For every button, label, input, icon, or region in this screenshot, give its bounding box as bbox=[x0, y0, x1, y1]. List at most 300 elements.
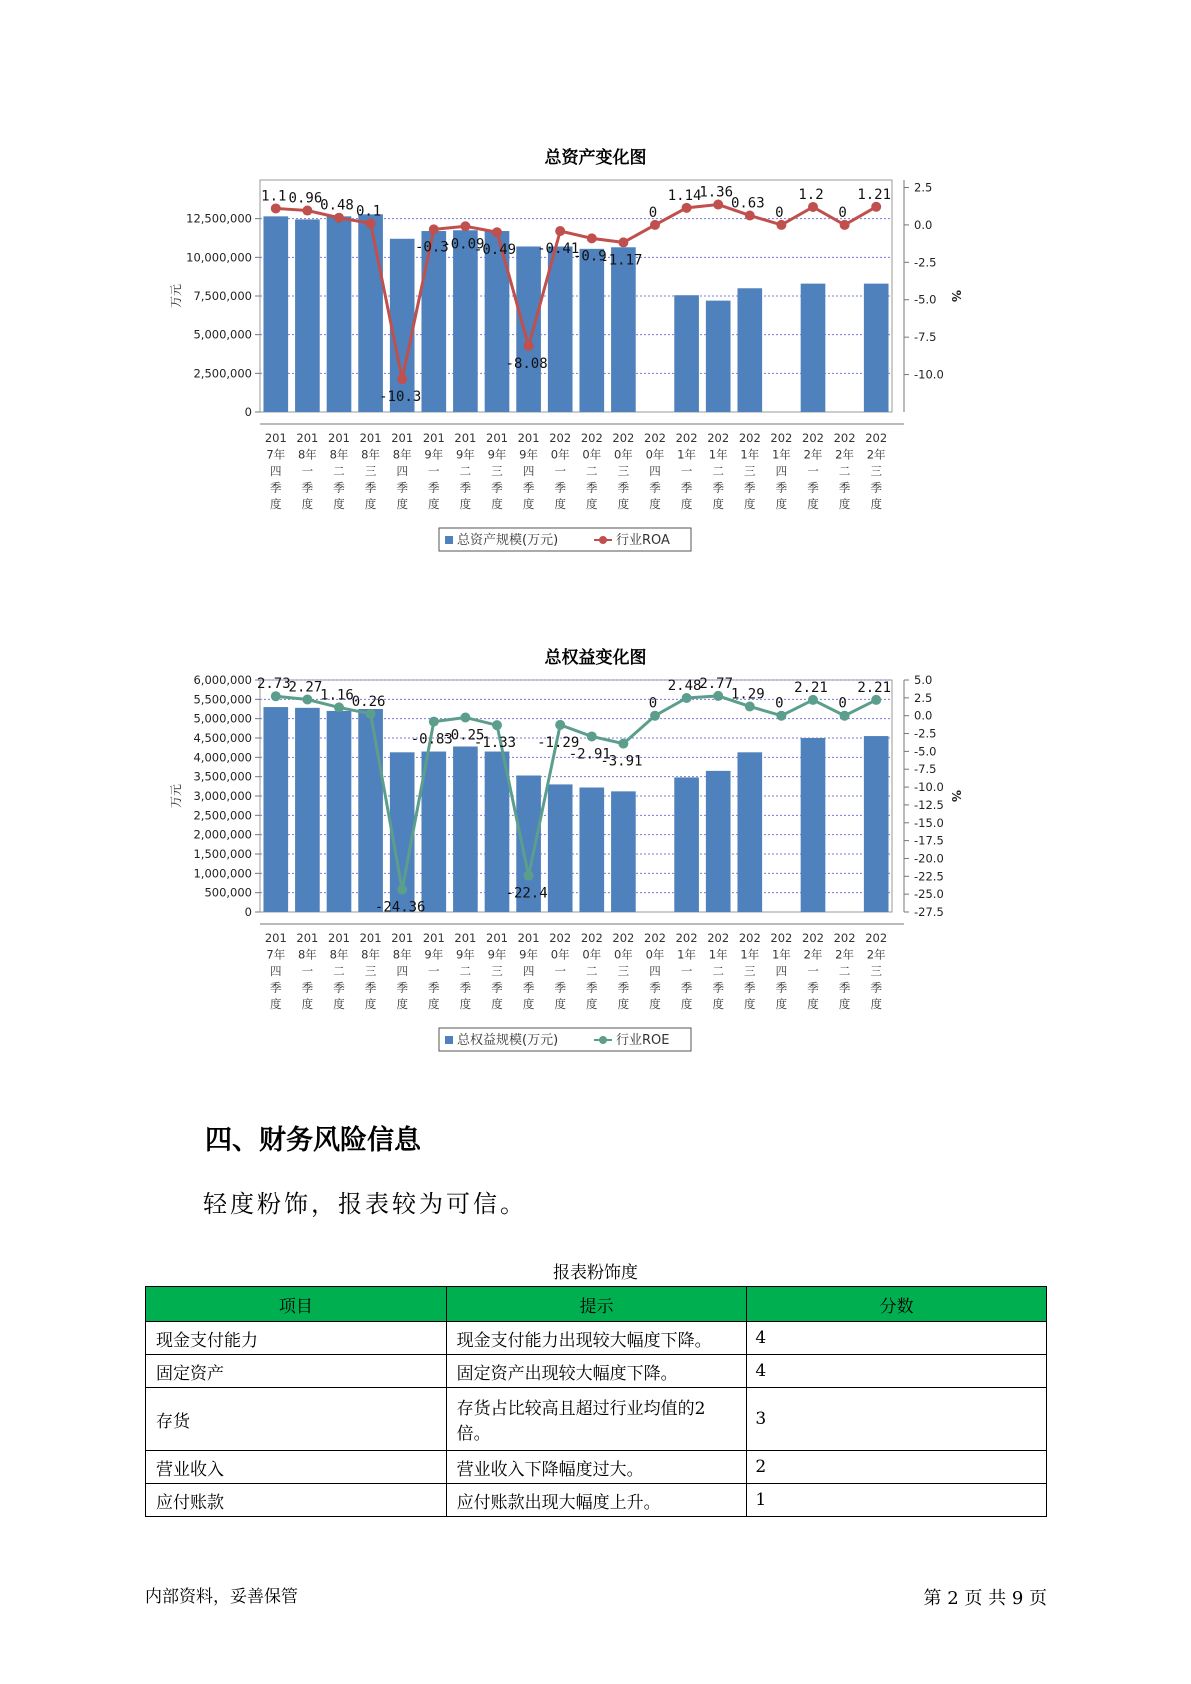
cell-score: 1 bbox=[747, 1484, 1047, 1517]
footer-page-number: 第 2 页 共 9 页 bbox=[923, 1588, 1047, 1609]
x-tick-label-part: 季 bbox=[301, 480, 314, 495]
legend-bar-swatch bbox=[445, 1036, 453, 1044]
x-tick-label-part: 202 bbox=[612, 931, 635, 945]
cell-hint: 营业收入下降幅度过大。 bbox=[446, 1451, 747, 1484]
x-tick-label-part: 8年 bbox=[361, 947, 381, 962]
x-tick-label-part: 度 bbox=[586, 497, 598, 511]
footer-confidential: 内部资料，妥善保管 bbox=[145, 1587, 298, 1607]
x-tick-label-part: 季 bbox=[491, 480, 503, 495]
line-point bbox=[682, 203, 692, 213]
cell-item: 固定资产 bbox=[146, 1355, 447, 1388]
x-tick-label-part: 度 bbox=[775, 497, 788, 511]
x-tick-label-part: 8年 bbox=[297, 947, 317, 962]
data-label: 0.26 bbox=[351, 693, 386, 710]
cell-score: 2 bbox=[747, 1451, 1047, 1484]
y-tick-label: 0 bbox=[244, 905, 252, 919]
y-tick-label: 1,000,000 bbox=[193, 866, 252, 881]
x-tick-label-part: 202 bbox=[802, 931, 824, 945]
x-tick-label-part: 一 bbox=[554, 464, 566, 478]
bar bbox=[737, 288, 762, 412]
x-tick-label-part: 三 bbox=[617, 964, 630, 978]
x-tick-label bbox=[486, 931, 508, 1011]
x-tick-label-part: 度 bbox=[428, 497, 440, 511]
x-tick-label-part: 二 bbox=[838, 464, 851, 478]
bar bbox=[421, 231, 446, 412]
data-label: -0.25 bbox=[442, 727, 485, 744]
x-tick-label-part: 一 bbox=[301, 464, 314, 478]
x-tick-label bbox=[486, 431, 508, 511]
header-item: 项目 bbox=[146, 1287, 447, 1322]
x-tick-label-part: 季 bbox=[522, 480, 535, 495]
y2-tick-label: 2.5 bbox=[914, 690, 933, 705]
data-label: -10.3 bbox=[379, 389, 422, 406]
x-tick-label-part: 度 bbox=[301, 997, 314, 1011]
x-tick-label bbox=[707, 431, 729, 511]
data-label: 1.29 bbox=[730, 686, 765, 703]
header-hint: 提示 bbox=[446, 1287, 747, 1322]
x-tick-label-part: 度 bbox=[744, 497, 756, 511]
bar bbox=[801, 738, 826, 912]
x-tick-label-part: 二 bbox=[459, 964, 472, 978]
bar bbox=[801, 284, 826, 412]
table-caption: 报表粉饰度 bbox=[553, 1263, 638, 1283]
x-tick-label-part: 202 bbox=[865, 931, 888, 945]
x-tick-label-part: 季 bbox=[807, 480, 819, 495]
x-tick-label-part: 1年 bbox=[708, 447, 728, 462]
x-tick-label-part: 202 bbox=[833, 431, 856, 445]
bar bbox=[706, 771, 731, 912]
data-label: 0 bbox=[648, 204, 658, 221]
data-label: 0.96 bbox=[288, 190, 323, 207]
x-tick-label bbox=[676, 931, 698, 1011]
x-tick-label-part: 0年 bbox=[645, 447, 665, 462]
data-label: 0 bbox=[775, 204, 784, 221]
x-tick-label-part: 二 bbox=[712, 464, 724, 478]
data-label: -3.91 bbox=[600, 753, 643, 770]
y-axis-title: 万元 bbox=[169, 283, 183, 309]
y-tick-label: 7,500,000 bbox=[193, 289, 252, 303]
x-tick-label-part: 四 bbox=[649, 464, 661, 478]
legend-bar-swatch bbox=[445, 536, 453, 544]
data-label: 2.73 bbox=[256, 676, 291, 693]
y2-axis-title: % bbox=[949, 289, 963, 303]
x-tick-label bbox=[644, 431, 666, 511]
line-point bbox=[808, 695, 818, 705]
x-tick-label-part: 度 bbox=[428, 997, 440, 1011]
x-tick-label bbox=[739, 931, 761, 1011]
x-tick-label-part: 202 bbox=[738, 931, 761, 945]
y2-tick-label: -20.0 bbox=[914, 851, 944, 866]
x-tick-label-part: 8年 bbox=[297, 447, 317, 462]
line-point bbox=[397, 885, 407, 895]
x-tick-label bbox=[612, 431, 634, 511]
x-tick-label-part: 季 bbox=[364, 480, 377, 495]
table-header-row bbox=[146, 1287, 1047, 1322]
x-tick-label-part: 度 bbox=[807, 497, 819, 511]
x-tick-label-part: 季 bbox=[775, 980, 788, 995]
line-point bbox=[713, 200, 723, 210]
x-tick-label-part: 201 bbox=[486, 431, 508, 445]
line-point bbox=[650, 711, 660, 721]
data-label: -0.41 bbox=[537, 241, 580, 258]
x-tick-label-part: 度 bbox=[333, 997, 345, 1011]
x-tick-label bbox=[707, 931, 729, 1011]
x-tick-label bbox=[518, 931, 540, 1011]
x-tick-label-part: 度 bbox=[270, 997, 282, 1011]
x-tick-label-part: 202 bbox=[549, 931, 572, 945]
bar bbox=[263, 216, 288, 412]
line-point bbox=[271, 203, 281, 213]
header-score: 分数 bbox=[747, 1287, 1047, 1322]
data-label: -1.17 bbox=[600, 252, 643, 269]
x-tick-label-part: 度 bbox=[617, 497, 630, 511]
y-tick-label: 2,500,000 bbox=[193, 808, 252, 823]
data-label: 0.63 bbox=[730, 195, 765, 212]
line-point bbox=[871, 695, 881, 705]
section-text: 轻度粉饰，报表较为可信。 bbox=[203, 1190, 527, 1218]
line-point bbox=[840, 711, 850, 721]
y-tick-label: 0 bbox=[244, 405, 252, 419]
data-label: 2.27 bbox=[288, 679, 323, 696]
x-tick-label-part: 201 bbox=[422, 431, 445, 445]
x-tick-label bbox=[454, 431, 476, 511]
x-tick-label-part: 1年 bbox=[771, 947, 791, 962]
x-tick-label-part: 1年 bbox=[740, 447, 760, 462]
y-tick-label: 6,000,000 bbox=[193, 673, 252, 687]
y2-tick-label: -10.0 bbox=[914, 367, 944, 382]
x-tick-label bbox=[296, 431, 318, 511]
x-tick-label-part: 201 bbox=[264, 431, 287, 445]
table-row bbox=[146, 1355, 1047, 1388]
x-tick-label bbox=[391, 931, 413, 1011]
x-tick-label bbox=[454, 931, 476, 1011]
section-title: 四、财务风险信息 bbox=[205, 1125, 421, 1156]
x-tick-label-part: 一 bbox=[680, 464, 693, 478]
y-tick-label: 5,000,000 bbox=[193, 327, 252, 342]
x-tick-label-part: 0年 bbox=[550, 947, 570, 962]
line-point bbox=[555, 226, 565, 236]
line-point bbox=[334, 213, 344, 223]
line-point bbox=[745, 210, 755, 220]
line-point bbox=[587, 731, 597, 741]
x-tick-label-part: 201 bbox=[454, 431, 477, 445]
cell-item: 营业收入 bbox=[146, 1451, 447, 1484]
bar bbox=[737, 752, 762, 912]
y-tick-label: 12,500,000 bbox=[186, 211, 252, 226]
x-tick-label-part: 202 bbox=[738, 431, 761, 445]
x-tick-label-part: 度 bbox=[459, 497, 472, 511]
y2-tick-label: -7.5 bbox=[914, 330, 937, 345]
x-tick-label-part: 度 bbox=[522, 497, 535, 511]
x-tick-label-part: 度 bbox=[649, 497, 661, 511]
bar bbox=[579, 787, 604, 912]
x-tick-label-part: 0年 bbox=[582, 447, 602, 462]
x-tick-label-part: 8年 bbox=[329, 947, 349, 962]
x-tick-label-part: 202 bbox=[675, 431, 698, 445]
x-tick-label-part: 0年 bbox=[645, 947, 665, 962]
x-tick-label-part: 9年 bbox=[424, 947, 444, 962]
x-tick-label-part: 1年 bbox=[677, 947, 697, 962]
line-point bbox=[366, 218, 376, 228]
x-tick-label-part: 季 bbox=[775, 480, 788, 495]
data-label: 0 bbox=[775, 695, 784, 712]
x-tick-label-part: 2年 bbox=[835, 447, 855, 462]
y-tick-label: 1,500,000 bbox=[193, 847, 252, 861]
x-tick-label bbox=[328, 431, 350, 511]
x-tick-label bbox=[549, 431, 571, 511]
x-tick-label-part: 一 bbox=[680, 964, 693, 978]
x-tick-label-part: 度 bbox=[870, 997, 882, 1011]
x-tick-label-part: 度 bbox=[617, 997, 630, 1011]
x-tick-label-part: 2年 bbox=[866, 947, 886, 962]
x-tick-label-part: 度 bbox=[364, 497, 377, 511]
x-tick-label bbox=[581, 431, 603, 511]
data-label: -0.83 bbox=[410, 731, 453, 748]
x-tick-label-part: 季 bbox=[364, 980, 377, 995]
bar bbox=[453, 747, 478, 912]
line-point bbox=[776, 711, 786, 721]
x-tick-label-part: 二 bbox=[586, 964, 598, 978]
x-tick-label bbox=[296, 931, 318, 1011]
x-tick-label-part: 季 bbox=[807, 980, 819, 995]
bar bbox=[421, 752, 446, 912]
x-tick-label-part: 度 bbox=[554, 997, 566, 1011]
x-tick-label-part: 度 bbox=[333, 497, 345, 511]
x-tick-label-part: 一 bbox=[554, 964, 566, 978]
x-tick-label-part: 季 bbox=[680, 980, 693, 995]
x-tick-label-part: 二 bbox=[838, 964, 851, 978]
data-label: 0 bbox=[838, 204, 847, 221]
x-tick-label-part: 季 bbox=[744, 980, 756, 995]
line-point bbox=[524, 871, 534, 881]
x-tick-label-part: 二 bbox=[712, 964, 724, 978]
x-tick-label-part: 202 bbox=[580, 931, 603, 945]
data-label: 1.1 bbox=[261, 188, 287, 205]
x-tick-label-part: 202 bbox=[770, 431, 793, 445]
cell-score: 4 bbox=[747, 1322, 1047, 1355]
legend bbox=[439, 1028, 691, 1051]
x-tick-label bbox=[865, 931, 887, 1011]
line-point bbox=[650, 220, 660, 230]
cell-hint: 存货占比较高且超过行业均值的2倍。 bbox=[446, 1388, 747, 1451]
legend-bar-label: 总资产规模(万元) bbox=[457, 533, 559, 548]
line-point bbox=[871, 202, 881, 212]
x-tick-label-part: 季 bbox=[396, 980, 408, 995]
x-tick-label-part: 8年 bbox=[392, 947, 412, 962]
x-tick-label-part: 0年 bbox=[613, 447, 633, 462]
cell-hint: 固定资产出现较大幅度下降。 bbox=[446, 1355, 747, 1388]
x-tick-label-part: 0年 bbox=[613, 947, 633, 962]
x-tick-label-part: 202 bbox=[833, 931, 856, 945]
x-tick-label-part: 季 bbox=[428, 480, 440, 495]
data-label: 0 bbox=[648, 695, 658, 712]
x-tick-label-part: 季 bbox=[586, 480, 598, 495]
x-tick-label-part: 度 bbox=[270, 497, 282, 511]
x-tick-label bbox=[328, 931, 350, 1011]
x-tick-label-part: 度 bbox=[744, 997, 756, 1011]
line-point bbox=[587, 233, 597, 243]
data-label: 0.48 bbox=[320, 197, 354, 214]
x-tick-label-part: 9年 bbox=[519, 947, 539, 962]
bar bbox=[864, 736, 889, 912]
x-tick-label bbox=[423, 931, 445, 1011]
x-tick-label-part: 202 bbox=[707, 431, 730, 445]
x-tick-label-part: 季 bbox=[270, 480, 282, 495]
legend-line-label: 行业ROA bbox=[616, 533, 670, 548]
x-tick-label-part: 201 bbox=[359, 931, 382, 945]
line-point bbox=[555, 720, 565, 730]
x-tick-label bbox=[423, 431, 445, 511]
x-tick-label-part: 度 bbox=[775, 997, 788, 1011]
line-point bbox=[840, 220, 850, 230]
line-point bbox=[618, 739, 628, 749]
x-tick-label-part: 季 bbox=[491, 980, 503, 995]
line-point bbox=[524, 341, 534, 351]
x-tick-label-part: 202 bbox=[612, 431, 635, 445]
line-point bbox=[397, 374, 407, 384]
y2-tick-label: -2.5 bbox=[914, 726, 937, 741]
x-tick-label bbox=[802, 431, 824, 511]
y2-tick-label: -15.0 bbox=[914, 815, 944, 830]
x-tick-label-part: 四 bbox=[396, 964, 408, 978]
x-tick-label-part: 202 bbox=[770, 931, 793, 945]
line-point bbox=[271, 691, 281, 701]
line-point bbox=[366, 709, 376, 719]
x-tick-label-part: 季 bbox=[870, 480, 882, 495]
x-tick-label bbox=[391, 431, 413, 511]
y-tick-label: 2,500,000 bbox=[193, 366, 252, 381]
x-tick-label-part: 四 bbox=[522, 464, 535, 478]
x-tick-label-part: 三 bbox=[491, 464, 503, 478]
x-tick-label bbox=[360, 431, 382, 511]
data-label: -0.3 bbox=[414, 239, 449, 256]
bar bbox=[548, 247, 573, 412]
y-tick-label: 3,000,000 bbox=[193, 789, 252, 803]
y2-tick-label: 5.0 bbox=[914, 673, 933, 687]
x-tick-label-part: 季 bbox=[649, 480, 661, 495]
y2-tick-label: 2.5 bbox=[914, 180, 933, 195]
x-tick-label-part: 季 bbox=[838, 480, 851, 495]
line-point bbox=[682, 693, 692, 703]
line-point bbox=[334, 702, 344, 712]
table-row bbox=[146, 1451, 1047, 1484]
y2-tick-label: -22.5 bbox=[914, 869, 944, 884]
x-tick-label-part: 四 bbox=[270, 964, 282, 978]
y-tick-label: 10,000,000 bbox=[186, 250, 252, 265]
data-label: -2.91 bbox=[568, 746, 611, 763]
x-tick-label-part: 0年 bbox=[582, 947, 602, 962]
y2-tick-label: -5.0 bbox=[914, 292, 937, 307]
x-tick-label-part: 四 bbox=[775, 964, 788, 978]
legend-line-label: 行业ROE bbox=[616, 1033, 670, 1048]
x-tick-label-part: 一 bbox=[428, 464, 440, 478]
x-tick-label-part: 度 bbox=[364, 997, 377, 1011]
x-tick-label-part: 1年 bbox=[771, 447, 791, 462]
data-label: 2.48 bbox=[667, 677, 702, 694]
x-tick-label-part: 202 bbox=[549, 431, 572, 445]
cell-score: 3 bbox=[747, 1388, 1047, 1451]
x-tick-label-part: 度 bbox=[712, 497, 724, 511]
y-tick-label: 4,500,000 bbox=[193, 731, 252, 745]
x-tick-label bbox=[739, 431, 761, 511]
y2-tick-label: -27.5 bbox=[914, 905, 944, 919]
legend-line-marker bbox=[599, 1036, 607, 1044]
x-tick-label bbox=[265, 431, 287, 511]
line-point bbox=[460, 712, 470, 722]
x-tick-label-part: 201 bbox=[391, 931, 414, 945]
x-tick-label-part: 度 bbox=[554, 497, 566, 511]
x-tick-label-part: 9年 bbox=[455, 447, 475, 462]
x-tick-label-part: 季 bbox=[712, 980, 724, 995]
line-point bbox=[429, 224, 439, 234]
x-tick-label-part: 度 bbox=[396, 497, 408, 511]
data-label: 2.21 bbox=[857, 679, 892, 696]
data-label: 0 bbox=[838, 695, 847, 712]
x-tick-label bbox=[676, 431, 698, 511]
x-tick-label-part: 二 bbox=[333, 964, 345, 978]
x-tick-label-part: 9年 bbox=[424, 447, 444, 462]
x-tick-label-part: 度 bbox=[491, 497, 503, 511]
y2-tick-label: -25.0 bbox=[914, 887, 944, 902]
x-tick-label-part: 202 bbox=[644, 931, 666, 945]
x-tick-label bbox=[360, 931, 382, 1011]
data-label: -22.4 bbox=[505, 885, 548, 902]
x-tick-label-part: 季 bbox=[554, 480, 566, 495]
x-tick-label bbox=[865, 431, 887, 511]
x-tick-label bbox=[770, 431, 792, 511]
x-tick-label-part: 0年 bbox=[550, 447, 570, 462]
x-tick-label-part: 201 bbox=[328, 431, 350, 445]
bar bbox=[674, 777, 699, 912]
x-tick-label-part: 202 bbox=[865, 431, 888, 445]
x-tick-label-part: 季 bbox=[744, 480, 756, 495]
table-row bbox=[146, 1322, 1047, 1355]
x-tick-label bbox=[802, 931, 824, 1011]
x-tick-label-part: 度 bbox=[491, 997, 503, 1011]
x-tick-label-part: 9年 bbox=[487, 947, 507, 962]
x-tick-label bbox=[770, 931, 792, 1011]
legend-line-marker bbox=[599, 536, 607, 544]
x-tick-label-part: 201 bbox=[454, 931, 477, 945]
x-tick-label-part: 二 bbox=[333, 464, 345, 478]
x-tick-label-part: 一 bbox=[807, 964, 819, 978]
x-tick-label bbox=[644, 931, 666, 1011]
data-label: 0.1 bbox=[355, 203, 382, 220]
x-tick-label-part: 一 bbox=[807, 464, 819, 478]
data-label: 2.21 bbox=[794, 679, 828, 696]
line-point bbox=[429, 717, 439, 727]
risk-table bbox=[145, 1286, 1047, 1517]
x-tick-label-part: 7年 bbox=[266, 947, 286, 962]
line-point bbox=[745, 701, 755, 711]
cell-hint: 应付账款出现大幅度上升。 bbox=[446, 1484, 747, 1517]
line-point bbox=[713, 691, 723, 701]
x-tick-label-part: 202 bbox=[644, 431, 666, 445]
x-tick-label-part: 度 bbox=[680, 997, 693, 1011]
x-tick-label-part: 度 bbox=[680, 497, 693, 511]
x-tick-label-part: 四 bbox=[775, 464, 788, 478]
y2-tick-label: -12.5 bbox=[914, 797, 944, 812]
y2-tick-label: -17.5 bbox=[914, 833, 944, 848]
x-tick-label-part: 1年 bbox=[677, 447, 697, 462]
x-tick-label-part: 201 bbox=[359, 431, 382, 445]
cell-hint: 现金支付能力出现较大幅度下降。 bbox=[446, 1322, 747, 1355]
x-tick-label-part: 2年 bbox=[803, 447, 823, 462]
x-tick-label-part: 9年 bbox=[455, 947, 475, 962]
x-tick-label-part: 三 bbox=[364, 464, 377, 478]
y-tick-label: 2,000,000 bbox=[193, 827, 252, 842]
x-tick-label bbox=[581, 931, 603, 1011]
